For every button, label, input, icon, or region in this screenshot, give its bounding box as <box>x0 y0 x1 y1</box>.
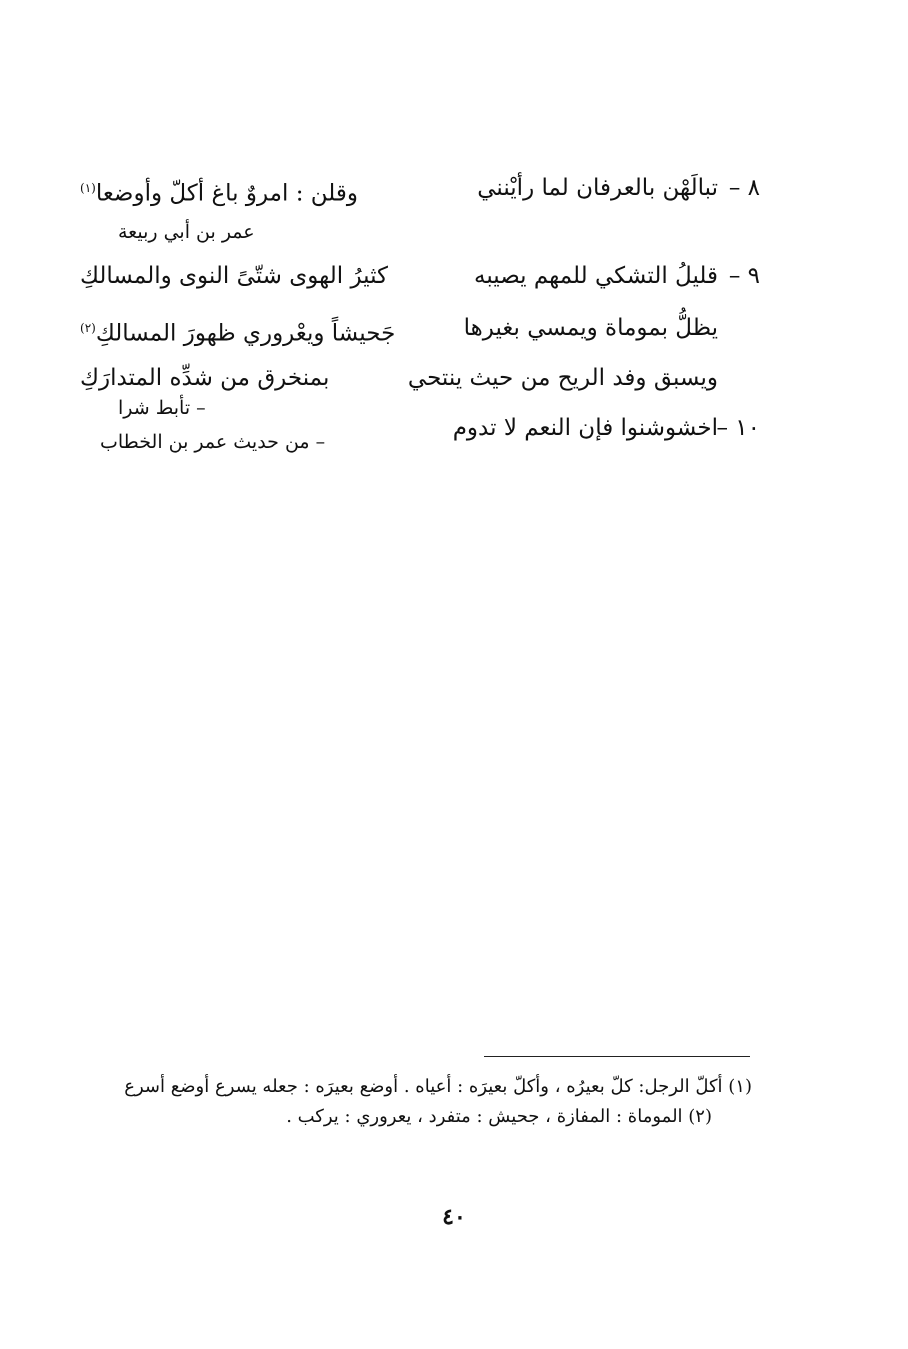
footnote-ref-2[interactable]: (٢) <box>80 321 96 335</box>
poet-attribution-umar: عمر بن أبي ربيعة <box>118 221 255 243</box>
poet-attribution-taabbata-sharran: – تأبط شرا <box>118 397 206 419</box>
footnote-ref-1[interactable]: (١) <box>80 181 96 195</box>
footnote-1: (١) أكلّ الرجل: كلّ بعيرُه ، وأكلّ بعيرَه : أعياه . أوضع بعيرَه : جعله يسرع أوضع أسرع <box>124 1076 752 1097</box>
footnote-2: (٢) الموماة : المفازة ، جحيش : متفرد ، يعروري : يركب . <box>286 1106 712 1127</box>
page-number: ٤٠ <box>442 1204 466 1230</box>
verse-8-second-hemistich: وقلن : امروٌ باغ أكلّ وأوضعا$^{(١)}$ <box>80 180 358 207</box>
verse-9-first-hemistich: ٩ –قليلُ التشكي للمهم يصيبه <box>435 260 760 292</box>
verse-9-line-3-second-hemistich: بمنخرق من شدِّه المتدارَكِ <box>80 365 330 391</box>
verse-number: ٨ – <box>728 175 760 201</box>
footnotes <box>80 1072 752 1132</box>
verse-8-first-hemistich: ٨ –تبالَهْن بالعرفان لما رأيْنني <box>435 172 760 204</box>
verse-9-second-hemistich: كثيرُ الهوى شتّىً النوى والمسالكِ <box>80 263 388 289</box>
footnote-divider <box>484 1056 750 1057</box>
verse-number: ١٠ – <box>716 415 760 441</box>
source-attribution-umar-ibn-al-khattab: – من حديث عمر بن الخطاب <box>100 431 326 453</box>
verse-number: ٩ – <box>728 263 760 289</box>
verse-9-line-2-second-hemistich: جَحيشاً ويعْروري ظهورَ المسالكِ$^{(٢)}$ <box>80 320 396 347</box>
verse-10-text: ١٠ –اخشوشنوا فإن النعم لا تدوم <box>435 412 760 444</box>
verse-9-line-2-first-hemistich: يظلُّ بموماة ويمسي بغيرها <box>463 315 718 341</box>
verse-9-line-3-first-hemistich: ويسبق وفد الريح من حيث ينتحي <box>407 365 718 391</box>
